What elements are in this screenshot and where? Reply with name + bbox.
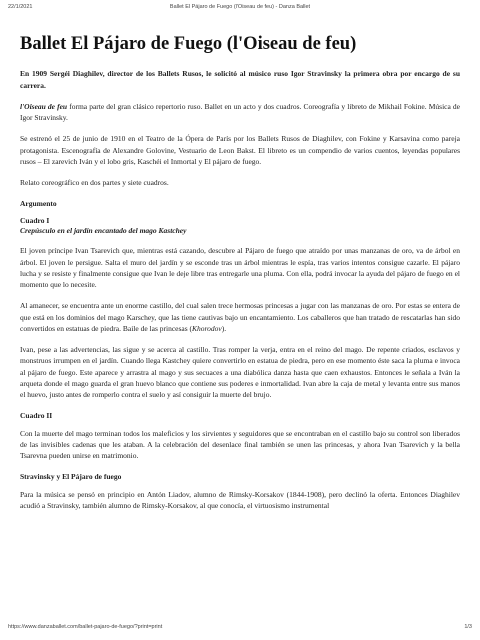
cuadro1-paragraph-2 xyxy=(20,300,460,334)
premiere-paragraph: Se estrenó el 25 de junio de 1910 en el Teatro de la Ópera de París por los Ballets Rusos de Diaghilev, con Fokine y Karsavina como pareja protagonista. Escenografía de Alexandre Golovine, Vestuario de Leon Bakst. El libreto es un compendio de varios cuentos, leyendas populares rusos – El zarevich Iván y el lobo gris, Kaschéi el Inmortal y El pájaro de fuego. xyxy=(20,134,460,166)
print-page-title: Ballet El Pájaro de Fuego (l'Oiseau de feu) - Danza Ballet xyxy=(169,4,311,10)
page-number: 1/3 xyxy=(464,624,472,630)
cuadro1-paragraph-3: Ivan, pese a las advertencias, las sigue y se acerca al castillo. Tras romper la verja, entra en el reino del mago. De repente criados, esclavos y monstruos irrumpen en el jardín. Cuando llega Kastchey quiere convertirlo en estatua de piedra, pero en ese momento éste saca la pluma e invoca al pájaro de fuego. Este aparece y arrastra al mago y sus secuaces a una diabólica danza hasta que caen exhaustos. Entonces le señala a Iván la arqueta donde el mago guarda el gran huevo blanco que contiene sus poderes e inmortalidad. Ivan abre la caja de metal y levanta entre sus manos el huevo, justo antes de romperlo contra el suelo y así consiguir la muerte del brujo. xyxy=(20,345,460,400)
music-paragraph: Para la música se pensó en principio en Antón Liadov, alumno de Rimsky-Korsakov (1844-1908), pero declinó la oferta. Entonces Diaghilev acudió a Stravinsky, también alumno de Rimsky-Korsakov, al que conocía, el virtuosismo instrumental xyxy=(20,489,460,510)
cuadro2-paragraph: Con la muerte del mago terminan todos los maleficios y los sirvientes y seguidores que se encontraban en el castillo bajo su control son liberados de las invisibles cadenas que les ataban. A la celebración del desenlace final también se unen las princesas, y ahora Ivan Tsarevich y la bella Tsarevna pueden unirse en matrimonio. xyxy=(20,428,460,461)
intro-text: forma parte del gran clásico repertorio ruso. Ballet en un acto y dos cuadros. Coreografía y libreto de Mikhail Fokine. Música de Igor Stravinsky. xyxy=(20,101,460,123)
print-date: 22/1/2021 xyxy=(8,4,33,10)
lead-paragraph: En 1909 Sergéi Diaghilev, director de los Ballets Rusos, le solicitó al músico ruso Igor Stravinsky la primera obra por encargo de su carrera. xyxy=(20,69,460,90)
article-title: Ballet El Pájaro de Fuego (l'Oiseau de feu) xyxy=(20,34,357,54)
page-url: https://www.danzaballet.com/ballet-pajaro-de-fuego/?print=print xyxy=(8,624,163,630)
cuadro1-p2-end: ). xyxy=(221,323,227,333)
music-heading: Stravinsky y El Pájaro de fuego xyxy=(20,472,122,482)
intro-work-title: l'Oiseau de feu xyxy=(20,101,68,111)
cuadro2-heading: Cuadro II xyxy=(20,411,53,421)
relato-paragraph: Relato coreográfico en dos partes y siete cuadros. xyxy=(20,178,169,188)
cuadro1-subtitle: Crepúsculo en el jardín encantado del mago Kastchey xyxy=(20,226,187,236)
cuadro1-paragraph-1: El joven príncipe Ivan Tsarevich que, mientras está cazando, descubre al Pájaro de fuego que atraído por unas manzanas de oro, va de árbol en árbol. El joven le persigue. Salta el muro del jardín y se esconde tras un árbol mientras le espía, tras varios intentos consigue cazarle. El pájaro lucha y se resiste y finalmente consigue que Ivan le deje libre tras entregarle una pluma. Con ella, podrá invocar la ayuda del pájaro de fuego en el momento que lo necesite. xyxy=(20,246,460,290)
article-body xyxy=(20,34,460,618)
argumento-heading: Argumento xyxy=(20,199,57,209)
khorodov-term: Khorodov xyxy=(192,323,222,333)
print-footer xyxy=(8,624,472,634)
print-header xyxy=(8,4,472,14)
intro-paragraph xyxy=(20,101,460,124)
cuadro1-p2-text: Al amanecer, se encuentra ante un enorme castillo, del cual salen trece hermosas princesas a jugar con las manzanas de oro. Por estas se entera de que está en los dominios del mago Karschey, que las tiene cautivas bajo un encantamiento. Los caballeros que han tratado de rescatarlas han sido convertidos en estatuas de piedra. Baile de las princesas ( xyxy=(20,301,460,333)
cuadro1-heading: Cuadro I xyxy=(20,215,50,225)
